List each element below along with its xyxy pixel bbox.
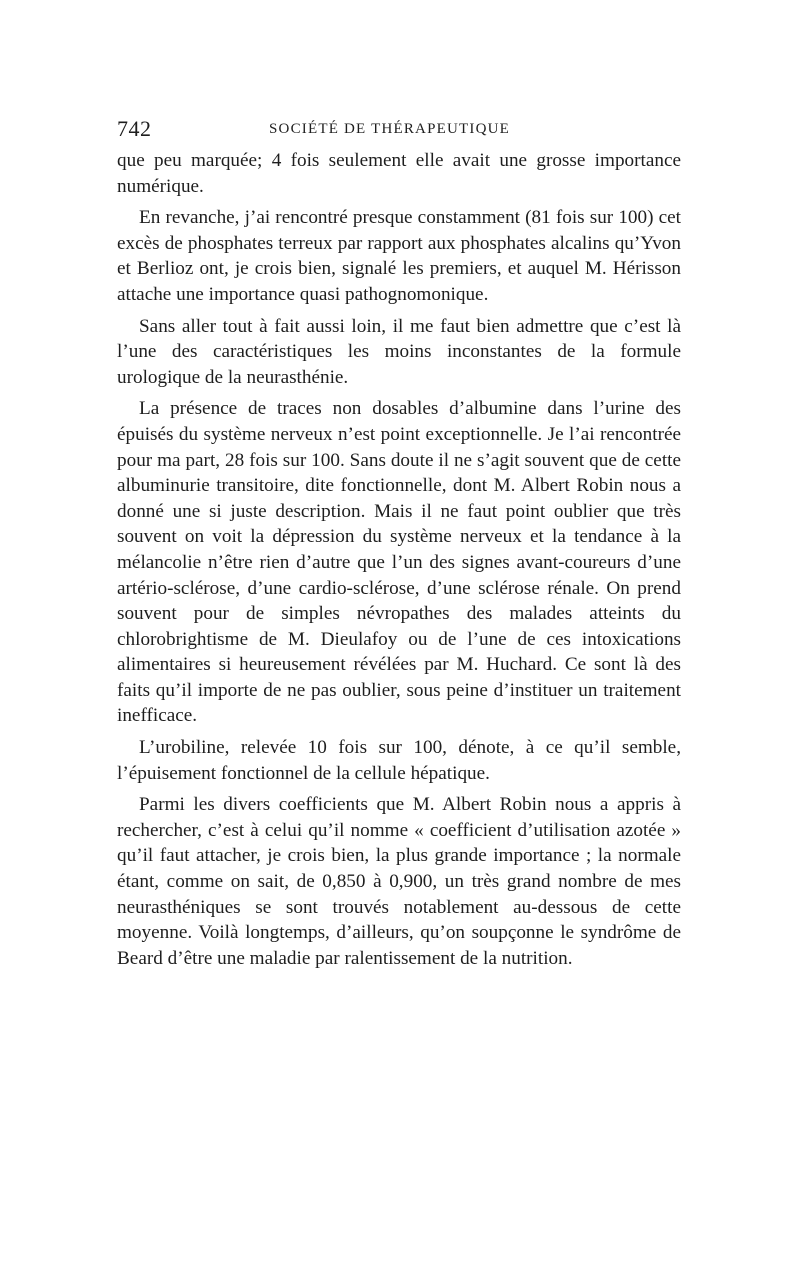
paragraph-formule-urologique: Sans aller tout à fait aussi loin, il me faut bien admettre que c’est là l’une des caractéristiques les moins inconstantes de la formule urologique de la neurasthénie. (117, 315, 681, 388)
paragraph-phosphates: En revanche, j’ai rencontré presque constamment (81 fois sur 100) cet excès de phosphates terreux par rapport aux phosphates alcalins qu’Yvon et Berlioz ont, je crois bien, signalé les premiers, et auquel M. Hérisson attache une importance quasi pathognomonique. (117, 207, 681, 305)
page-header (117, 116, 680, 146)
page-number: 742 (117, 116, 152, 141)
paragraph-coefficients: Parmi les divers coefficients que M. Albert Robin nous a appris à rechercher, c’est à celui qu’il nomme « coefficient d’utilisation azotée » qu’il faut attacher, je crois bien, la plus grande importance ; la normale étant, comme on sait, de 0,850 à 0,900, un très grand nombre de mes neurasthéniques se sont trouvés notablement au-dessous de cette moyenne. Voilà longtemps, d’ailleurs, qu’on soupçonne le syndrôme de Beard d’être une maladie par ralentissement de la nutrition. (117, 794, 681, 969)
paragraph-albumine: La présence de traces non dosables d’albumine dans l’urine des épuisés du système nerveux n’est point exceptionnelle. Je l’ai rencontrée pour ma part, 28 fois sur 100. Sans doute il ne s’agit souvent que de cette albuminurie transitoire, dite fonctionnelle, dont M. Albert Robin nous a donné une si juste description. Mais il ne faut point oublier que très souvent on voit la dépression du système nerveux et la tendance à la mélancolie n’être rien d’autre que l’un des signes avant-coureurs d’une artério-sclérose, d’une cardio-sclérose, d’une sclérose rénale. On prend souvent pour de simples névropathes des malades atteints du chlorobrightisme de M. Dieulafoy ou de l’une de ces intoxications alimentaires si heureusement révélées par M. Huchard. Ce sont là des faits qu’il importe de ne pas oublier, sous peine d’instituer un traitement inefficace. (117, 398, 681, 727)
body-text (117, 148, 681, 977)
paragraph-urobiline: L’urobiline, relevée 10 fois sur 100, dénote, à ce qu’il semble, l’épuisement fonctionnel de la cellule hépatique. (117, 737, 681, 784)
paragraph-continuation: que peu marquée; 4 fois seulement elle avait une grosse importance numérique. (117, 150, 681, 197)
running-head: SOCIÉTÉ DE THÉRAPEUTIQUE (269, 121, 511, 137)
